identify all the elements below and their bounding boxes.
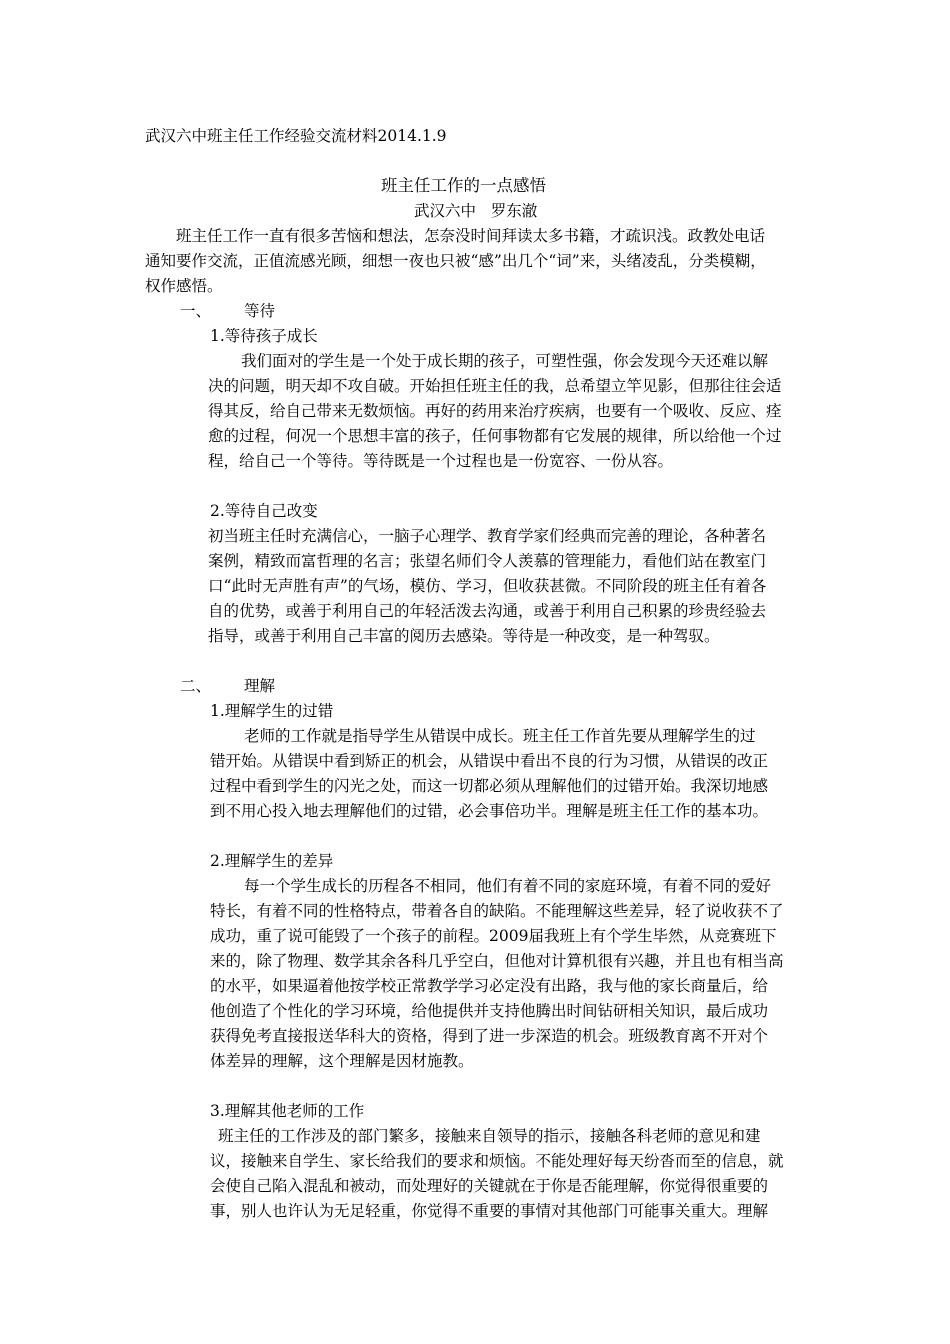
section-1-sub-2-line-4: 自的优势，或善于利用自己的年轻活泼去沟通，或善于利用自己积累的珍贵经验去 bbox=[208, 602, 767, 620]
section-2-sub-2-heading: 2.理解学生的差异 bbox=[210, 852, 334, 870]
section-1-number: 一、 bbox=[180, 302, 212, 320]
section-1-sub-1-line-5: 程，给自己一个等待。等待既是一个过程也是一份宽容、一份从容。 bbox=[208, 452, 674, 470]
intro-line-1: 班主任工作一直有很多苦恼和想法，怎奈没时间拜读太多书籍，才疏识浅。政教处电话 bbox=[176, 227, 766, 245]
section-2-sub-1-line-4: 到不用心投入地去理解他们的过错，必会事倍功半。理解是班主任工作的基本功。 bbox=[210, 802, 769, 820]
section-2-sub-3-line-4: 事，别人也许认为无足轻重，你觉得不重要的事情对其他部门可能事关重大。理解 bbox=[210, 1202, 769, 1220]
section-1-sub-2-line-3: 口“此时无声胜有声”的气场，模仿、学习，但收获甚微。不同阶段的班主任有着各 bbox=[208, 577, 767, 595]
header-line: 武汉六中班主任工作经验交流材料2014.1.9 bbox=[145, 127, 447, 145]
section-2-sub-3-heading: 3.理解其他老师的工作 bbox=[210, 1102, 365, 1120]
section-1-sub-1-line-1: 我们面对的学生是一个处于成长期的孩子，可塑性强，你会发现今天还难以解 bbox=[241, 352, 769, 370]
section-1-sub-1-line-4: 愈的过程，何况一个思想丰富的孩子，任何事物都有它发展的规律，所以给他一个过 bbox=[208, 427, 782, 445]
section-2-sub-2-line-2: 特长，有着不同的性格特点，带着各自的缺陷。不能理解这些差异，轻了说收获不了 bbox=[210, 902, 784, 920]
section-2-sub-1-line-2: 错开始。从错误中看到矫正的机会，从错误中看出不良的行为习惯，从错误的改正 bbox=[210, 752, 769, 770]
section-2-sub-2-line-6: 他创造了个性化的学习环境，给他提供并支持他腾出时间钻研相关知识，最后成功 bbox=[210, 1002, 769, 1020]
page-title: 班主任工作的一点感悟 bbox=[381, 176, 546, 195]
section-2-sub-2-line-3: 成功，重了说可能毁了一个孩子的前程。2009届我班上有个学生毕然，从竞赛班下 bbox=[210, 927, 777, 945]
section-2-sub-2-line-7: 获得免考直接报送华科大的资格，得到了进一步深造的机会。班级教育离不开对个 bbox=[210, 1027, 769, 1045]
section-1-sub-2-line-1: 初当班主任时充满信心，一脑子心理学、教育学家们经典而完善的理论，各种著名 bbox=[208, 527, 767, 545]
section-2-sub-2-line-8: 体差异的理解，这个理解是因材施教。 bbox=[210, 1052, 474, 1070]
section-2-sub-3-line-3: 会使自己陷入混乱和被动，而处理好的关键就在于你是否能理解，你觉得很重要的 bbox=[210, 1177, 769, 1195]
section-1-sub-2-line-2: 案例，精致而富哲理的名言；张望名师们令人羡慕的管理能力，看他们站在教室门 bbox=[208, 552, 767, 570]
section-2-sub-1-line-1: 老师的工作就是指导学生从错误中成长。班主任工作首先要从理解学生的过 bbox=[244, 727, 756, 745]
section-2-sub-2-line-1: 每一个学生成长的历程各不相同，他们有着不同的家庭环境，有着不同的爱好 bbox=[244, 877, 772, 895]
section-2-sub-2-line-4: 来的，除了物理、数学其余各科几乎空白，但他对计算机很有兴趣，并且也有相当高 bbox=[210, 952, 784, 970]
author-line: 武汉六中 罗东澈 bbox=[414, 202, 538, 220]
section-2-sub-3-line-1: 班主任的工作涉及的部门繁多，接触来自领导的指示，接触各科老师的意见和建 bbox=[218, 1127, 761, 1145]
intro-line-3: 权作感悟。 bbox=[145, 277, 223, 295]
section-2-sub-1-line-3: 过程中看到学生的闪光之处，而这一切都必须从理解他们的过错开始。我深切地感 bbox=[210, 777, 769, 795]
intro-line-2: 通知要作交流，正值流感光顾，细想一夜也只被“感”出几个“词”来，头绪凌乱，分类模糊， bbox=[145, 252, 766, 270]
section-1-sub-1-line-2: 决的问题，明天却不攻自破。开始担任班主任的我，总希望立竿见影，但那往往会适 bbox=[208, 377, 782, 395]
section-2-number: 二、 bbox=[180, 677, 212, 695]
section-1-sub-1-heading: 1.等待孩子成长 bbox=[210, 327, 318, 345]
section-1-sub-2-heading: 2.等待自己改变 bbox=[210, 502, 318, 520]
section-2-sub-3-line-2: 议，接触来自学生、家长给我们的要求和烦恼。不能处理好每天纷沓而至的信息，就 bbox=[210, 1152, 784, 1170]
section-2-sub-1-heading: 1.理解学生的过错 bbox=[210, 702, 334, 720]
section-1-title: 等待 bbox=[244, 302, 276, 320]
section-1-sub-2-line-5: 指导，或善于利用自己丰富的阅历去感染。等待是一种改变，是一种驾驭。 bbox=[208, 627, 720, 645]
section-2-sub-2-line-5: 的水平，如果逼着他按学校正常教学学习必定没有出路，我与他的家长商量后，给 bbox=[210, 977, 769, 995]
section-2-title: 理解 bbox=[244, 677, 276, 695]
section-1-sub-1-line-3: 得其反，给自己带来无数烦恼。再好的药用来治疗疾病，也要有一个吸收、反应、痊 bbox=[208, 402, 782, 420]
